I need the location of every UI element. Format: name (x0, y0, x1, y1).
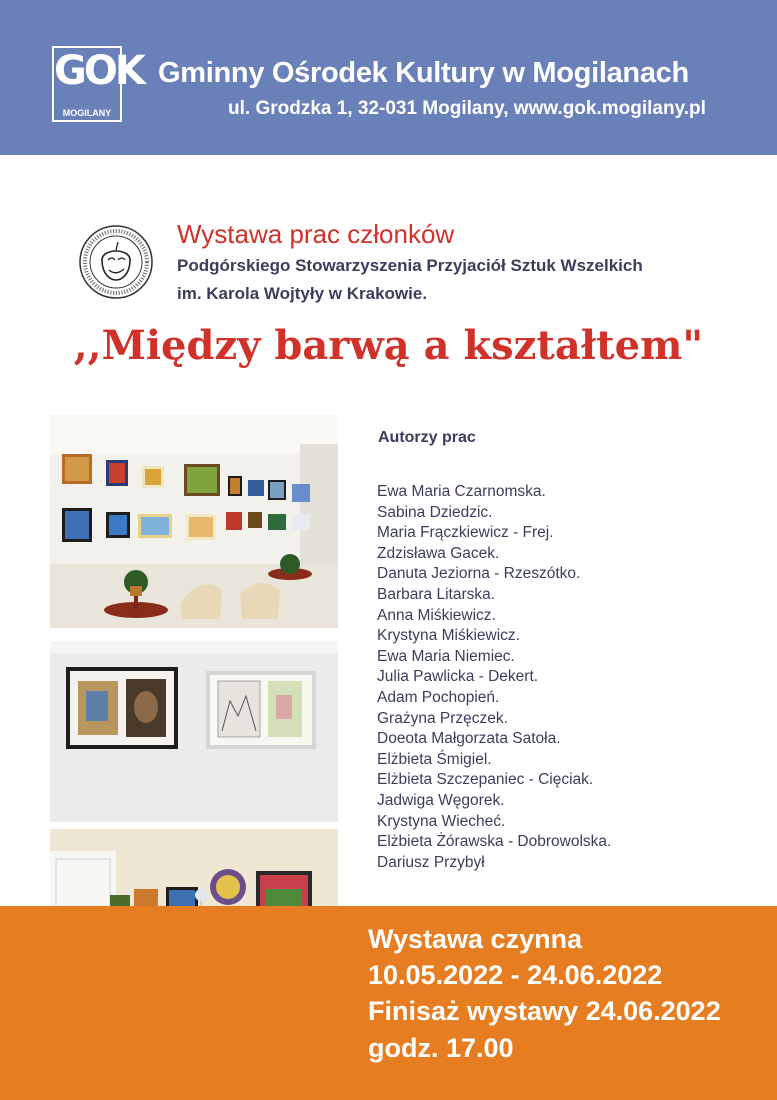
author-name: Julia Pawlicka - Dekert. (377, 668, 539, 686)
author-name: Anna Miśkiewicz. (377, 606, 496, 624)
author-name: Adam Pochopień. (377, 688, 500, 706)
author-name: Maria Frączkiewicz - Frej. (377, 524, 554, 542)
association-seal-icon (78, 224, 154, 300)
author-name: Doeota Małgorzata Satoła. (377, 730, 561, 748)
exhibition-title: ,,Między barwą a kształtem" (73, 322, 704, 369)
footer-banner (0, 906, 777, 1100)
author-name: Ewa Maria Czarnomska. (377, 483, 546, 500)
author-name: Danuta Jeziorna - Rzeszótko. (377, 565, 581, 583)
author-name: Sabina Dziedzic. (377, 503, 493, 521)
author-name: Elżbieta Żórawska - Dobrowolska. (377, 833, 612, 851)
author-name: Zdzisława Gacek. (377, 544, 500, 562)
logo-caption: MOGILANY (62, 108, 112, 118)
exhibition-intro: Wystawa prac członków (177, 219, 455, 249)
association-patron: im. Karola Wojtyły w Krakowie. (177, 284, 428, 303)
logo-letters: GOK (54, 48, 143, 94)
author-name: Dariusz Przybył (377, 853, 485, 871)
exhibition-open-label: Wystawa czynna (368, 924, 583, 954)
gok-logo (52, 46, 143, 122)
association-name: Podgórskiego Stowarzyszenia Przyjaciół Sztuk Wszelkich (177, 256, 643, 275)
author-name: Ewa Maria Niemiec. (377, 647, 515, 665)
institution-name: Gminny Ośrodek Kultury w Mogilanach (158, 57, 689, 89)
author-name: Barbara Litarska. (377, 585, 496, 603)
header-banner (0, 0, 777, 155)
author-name: Krystyna Wiecheć. (377, 812, 506, 830)
author-name: Jadwiga Węgorek. (377, 791, 505, 809)
author-name: Elżbieta Szczepaniec - Cięciak. (377, 771, 594, 789)
finissage-date: Finisaż wystawy 24.06.2022 (368, 996, 721, 1026)
exhibition-dates: 10.05.2022 - 24.06.2022 (368, 960, 663, 990)
gallery-photo-1 (50, 414, 338, 628)
author-name: Krystyna Miśkiewicz. (377, 627, 520, 645)
author-name: Elżbieta Śmigiel. (377, 750, 492, 768)
gallery-photo-2 (50, 641, 338, 822)
authors-list (377, 482, 611, 873)
institution-address: ul. Grodzka 1, 32-031 Mogilany, www.gok.mogilany.pl (228, 98, 706, 119)
finissage-time: godz. 17.00 (368, 1033, 514, 1063)
authors-heading: Autorzy prac (378, 429, 476, 446)
author-name: Grażyna Przęczek. (377, 709, 508, 727)
